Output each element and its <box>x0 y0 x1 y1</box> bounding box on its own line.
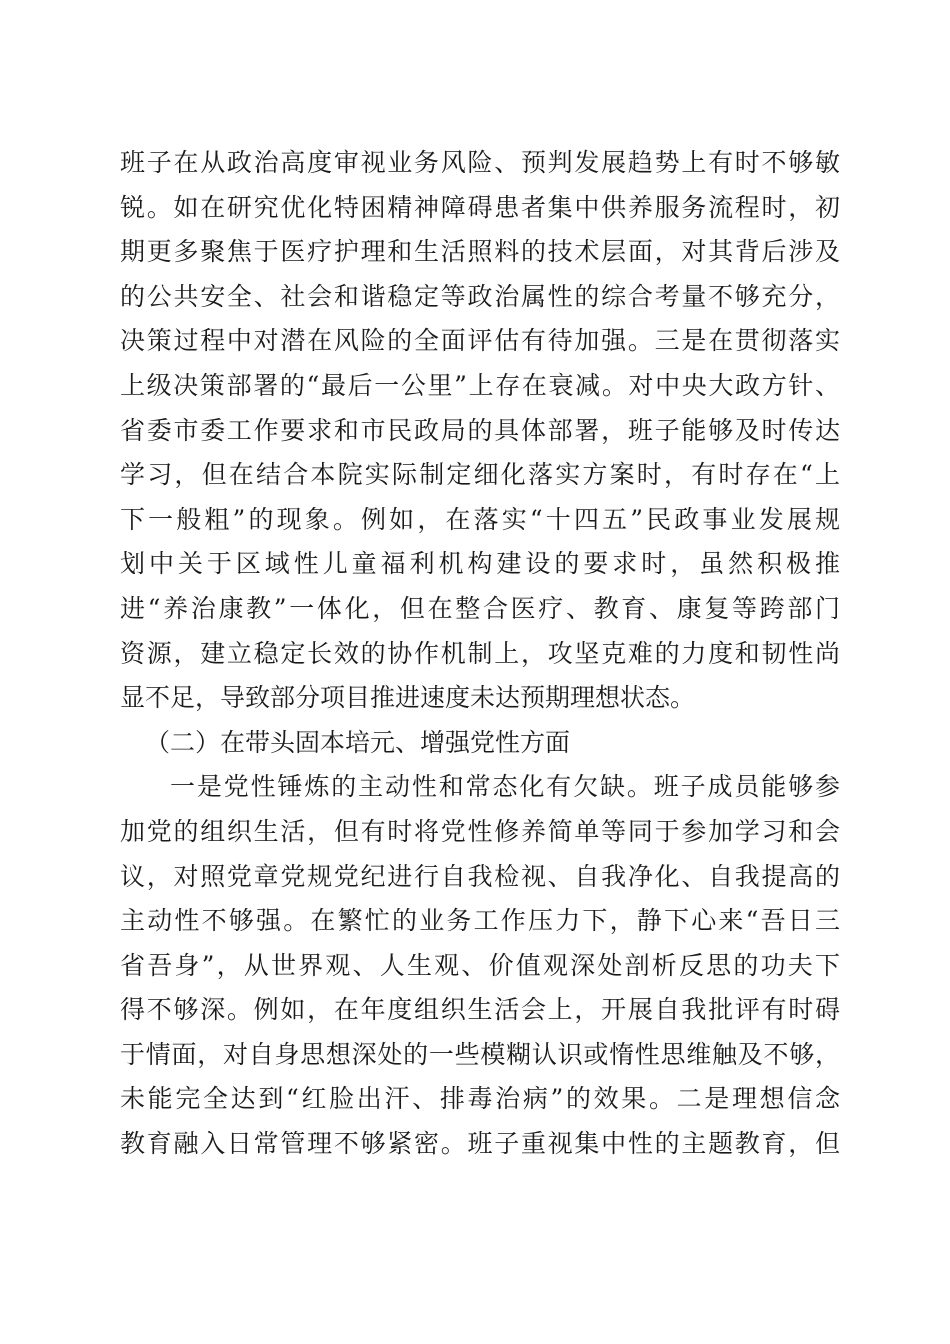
paragraph-first-line: 一是党性锤炼的主动性和常态化有欠缺。班子成员能够参 <box>170 772 840 802</box>
text-line: 教育融入日常管理不够紧密。班子重视集中性的主题教育，但 <box>120 1129 840 1159</box>
text-line: 显不足，导致部分项目推进速度未达预期理想状态。 <box>120 683 696 713</box>
text-line: 省吾身”，从世界观、人生观、价值观深处剖析反思的功夫下 <box>120 950 840 980</box>
text-line: 划中关于区域性儿童福利机构建设的要求时，虽然积极推 <box>120 549 840 579</box>
text-line: 加党的组织生活，但有时将党性修养简单等同于参加学习和会 <box>120 816 840 846</box>
text-line: 于情面，对自身思想深处的一些模糊认识或惰性思维触及不够， <box>120 1039 840 1069</box>
text-line: 下一般粗”的现象。例如，在落实“十四五”民政事业发展规 <box>120 504 840 534</box>
text-line: 上级决策部署的“最后一公里”上存在衰减。对中央大政方针、 <box>120 370 840 400</box>
text-line: 学习，但在结合本院实际制定细化落实方案时，有时存在“上 <box>120 460 840 490</box>
text-line: 决策过程中对潜在风险的全面评估有待加强。三是在贯彻落实 <box>120 326 840 356</box>
text-line: 议，对照党章党规党纪进行自我检视、自我净化、自我提高的 <box>120 861 840 891</box>
text-line: 的公共安全、社会和谐稳定等政治属性的综合考量不够充分， <box>120 281 840 311</box>
text-line: 主动性不够强。在繁忙的业务工作压力下，静下心来“吾日三 <box>120 906 840 936</box>
body-text <box>120 141 840 1167</box>
section-heading: （二）在带头固本培元、增强党性方面 <box>145 727 571 757</box>
text-line: 锐。如在研究优化特困精神障碍患者集中供养服务流程时，初 <box>120 192 840 222</box>
text-line: 班子在从政治高度审视业务风险、预判发展趋势上有时不够敏 <box>120 148 840 177</box>
text-line: 期更多聚焦于医疗护理和生活照料的技术层面，对其背后涉及 <box>120 237 840 267</box>
text-line: 得不够深。例如，在年度组织生活会上，开展自我批评有时碍 <box>120 995 840 1025</box>
text-line: 资源，建立稳定长效的协作机制上，攻坚克难的力度和韧性尚 <box>120 638 840 668</box>
text-line: 省委市委工作要求和市民政局的具体部署，班子能够及时传达 <box>120 415 840 445</box>
text-line: 进“养治康教”一体化，但在整合医疗、教育、康复等跨部门 <box>120 593 840 623</box>
text-line: 未能完全达到“红脸出汗、排毒治病”的效果。二是理想信念 <box>120 1084 840 1114</box>
